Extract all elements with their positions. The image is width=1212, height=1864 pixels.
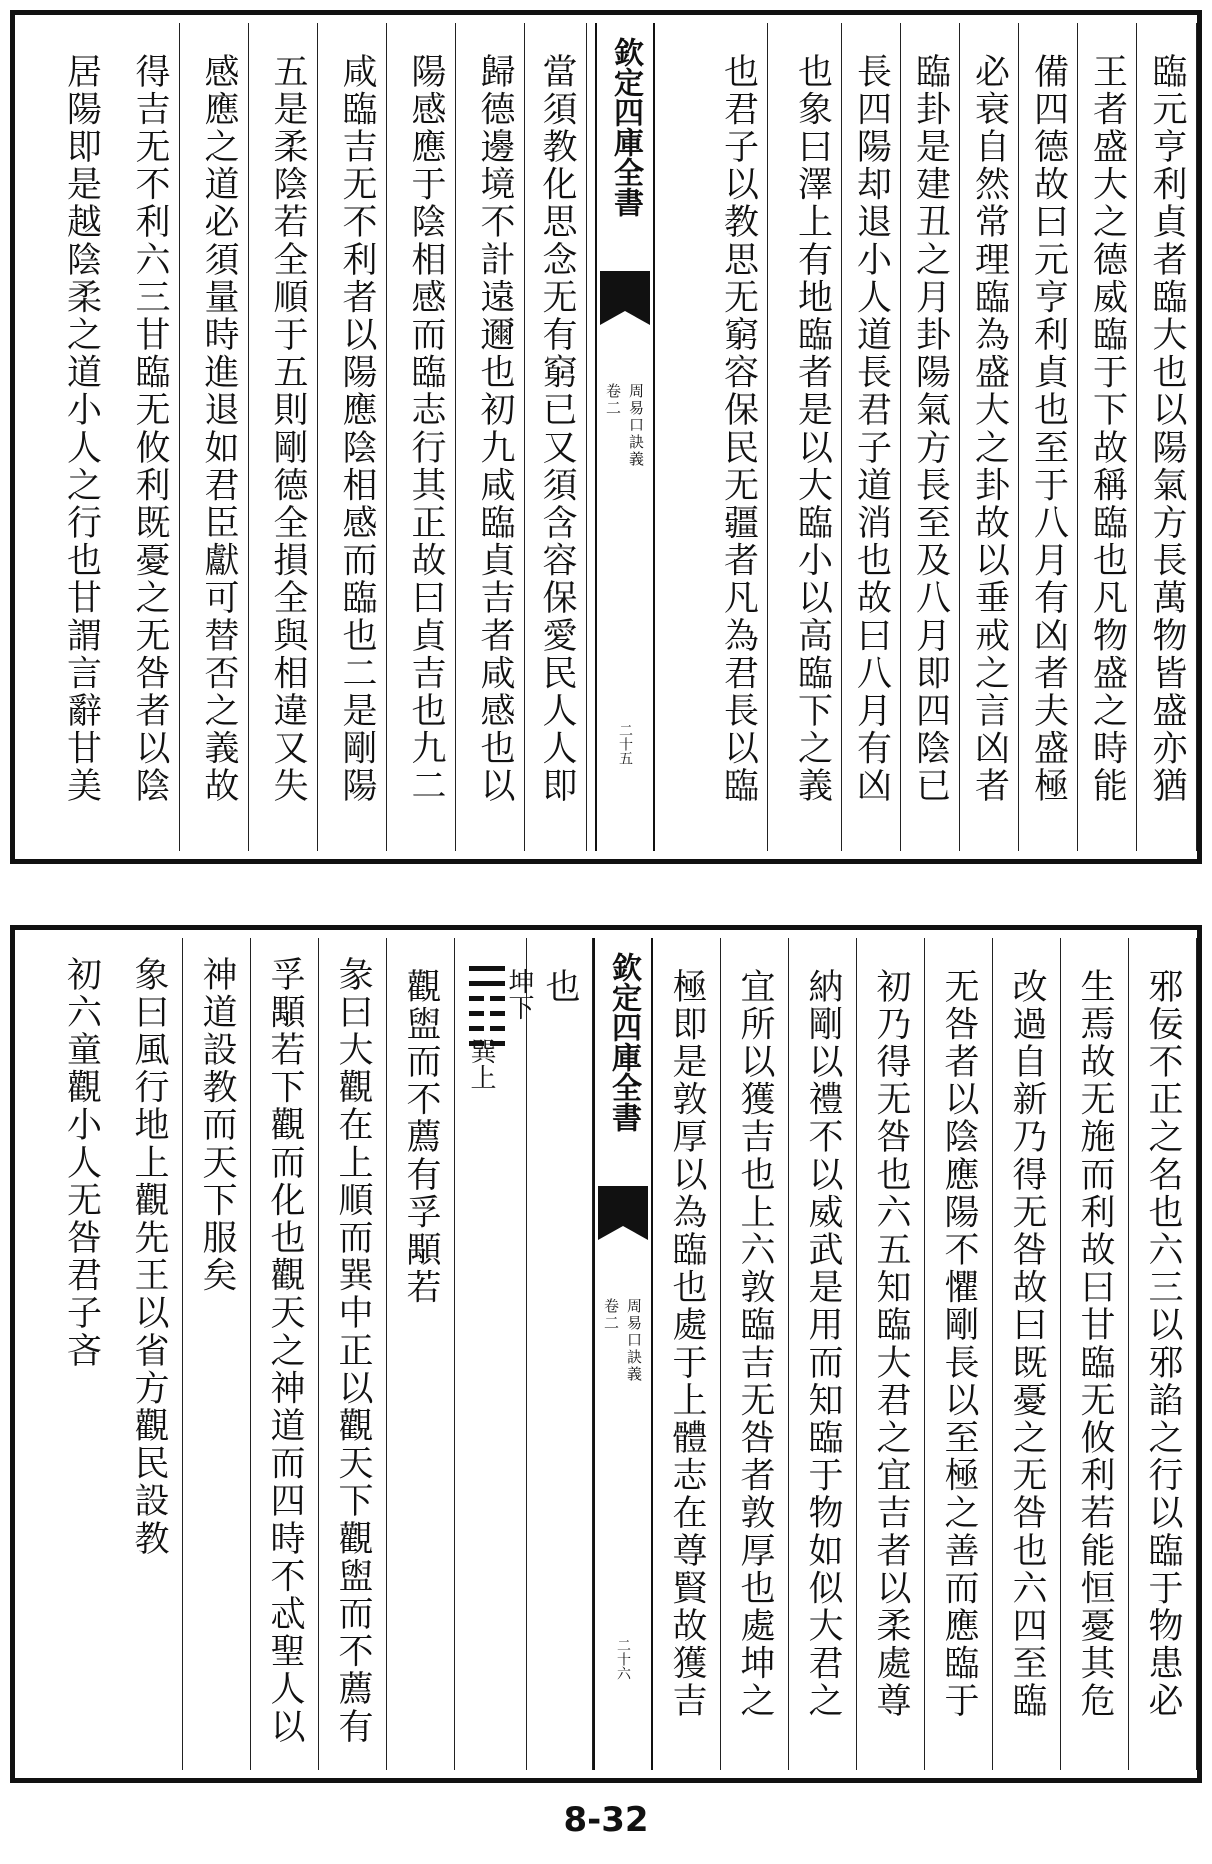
gutter-book-title: 周易口訣義 bbox=[625, 1298, 643, 1383]
text-column bbox=[993, 938, 1061, 1770]
column-text: 也象曰澤上有地臨者是以大臨小以高臨下之義 bbox=[792, 53, 833, 805]
text-column bbox=[925, 938, 993, 1770]
text-column bbox=[251, 938, 319, 1770]
column-text: 也 bbox=[540, 968, 580, 1006]
text-column bbox=[396, 23, 456, 851]
top-page-frame bbox=[10, 10, 1202, 864]
text-column bbox=[51, 23, 111, 851]
column-text: 邪佞不正之名也六三以邪諂之行以臨于物患必 bbox=[1143, 968, 1183, 1720]
column-text: 居陽即是越陰柔之道小人之行也甘謂言辭甘美 bbox=[61, 53, 102, 805]
column-text: 象曰風行地上觀先王以省方觀民設教 bbox=[129, 956, 169, 1558]
text-column bbox=[115, 938, 183, 1770]
gutter-title: 欽定四庫全書 bbox=[608, 37, 643, 217]
column-text: 初乃得无咎也六五知臨大君之宜吉者以柔處尊 bbox=[871, 968, 911, 1720]
center-gutter bbox=[595, 23, 655, 851]
gutter-folio: 二十五 bbox=[617, 723, 633, 765]
bottom-page-frame bbox=[10, 925, 1202, 1783]
text-column bbox=[721, 938, 789, 1770]
column-text: 極即是敦厚以為臨也處于上體志在尊賢故獲吉 bbox=[667, 968, 707, 1720]
text-column bbox=[465, 23, 525, 851]
column-text: 歸德邊境不計遠邇也初九咸臨貞吉者咸感也以 bbox=[475, 53, 515, 805]
column-text: 无咎者以陰應陽不懼剛長以至極之善而應臨于 bbox=[939, 968, 979, 1720]
column-text: 當須教化思念无有窮已又須含容保愛民人人即 bbox=[537, 53, 577, 805]
column-text: 生焉故无施而利故曰甘臨无攸利若能恒憂其危 bbox=[1075, 968, 1115, 1720]
center-gutter bbox=[593, 938, 653, 1770]
text-column bbox=[709, 23, 768, 851]
text-column bbox=[1061, 938, 1129, 1770]
gutter-juan: 卷二 bbox=[602, 1298, 620, 1332]
gutter-book-title: 周易口訣義 bbox=[627, 383, 645, 468]
column-text: 感應之道必須量時進退如君臣獻可替否之義故 bbox=[199, 53, 239, 805]
text-column bbox=[258, 23, 318, 851]
column-text: 臨元亨利貞者臨大也以陽氣方長萬物皆盛亦猶 bbox=[1147, 53, 1187, 805]
text-column bbox=[1137, 23, 1197, 851]
column-text: 改過自新乃得无咎故曰既憂之无咎也六四至臨 bbox=[1007, 968, 1047, 1720]
text-column bbox=[527, 23, 587, 851]
hexagram-column bbox=[455, 938, 534, 1770]
text-column bbox=[47, 938, 115, 1770]
page-number: 8-32 bbox=[563, 1800, 649, 1840]
text-column bbox=[901, 23, 960, 851]
trigram-upper-label: 巽上 bbox=[466, 1038, 496, 1090]
text-column bbox=[1129, 938, 1197, 1770]
text-column bbox=[189, 23, 249, 851]
column-text: 也君子以教思无窮容保民无疆者凡為君長以臨 bbox=[718, 53, 759, 805]
column-text: 得吉无不利六三甘臨无攸利既憂之无咎者以陰 bbox=[130, 53, 170, 805]
text-column bbox=[842, 23, 901, 851]
text-column bbox=[319, 938, 387, 1770]
column-text: 神道設教而天下服矣 bbox=[197, 956, 237, 1295]
column-text: 孚顒若下觀而化也觀天之神道而四時不忒聖人以 bbox=[265, 956, 305, 1746]
gutter-juan: 卷二 bbox=[604, 383, 622, 417]
column-text: 五是柔陰若全順于五則剛德全損全與相違又失 bbox=[268, 53, 308, 805]
column-text: 必衰自然常理臨為盛大之卦故以垂戒之言凶者 bbox=[969, 53, 1010, 805]
gutter-folio: 二十六 bbox=[615, 1638, 631, 1680]
text-column bbox=[387, 938, 455, 1770]
text-column bbox=[783, 23, 842, 851]
column-text: 觀盥而不薦有孚顒若 bbox=[401, 968, 441, 1307]
fishtail-mark bbox=[598, 1186, 648, 1226]
text-column bbox=[653, 938, 721, 1770]
text-column bbox=[1019, 23, 1078, 851]
text-column bbox=[960, 23, 1019, 851]
text-column bbox=[183, 938, 251, 1770]
column-text: 王者盛大之德威臨于下故稱臨也凡物盛之時能 bbox=[1087, 53, 1128, 805]
text-column bbox=[527, 938, 593, 1770]
column-text: 長四陽却退小人道長君子道消也故曰八月有凶 bbox=[851, 53, 892, 805]
text-column bbox=[120, 23, 180, 851]
fishtail-mark bbox=[600, 271, 650, 311]
gutter-title: 欽定四庫全書 bbox=[606, 952, 641, 1132]
text-column bbox=[789, 938, 857, 1770]
text-column bbox=[327, 23, 387, 851]
text-column bbox=[1078, 23, 1137, 851]
trigram-lower-label: 坤下 bbox=[504, 968, 534, 1020]
column-text: 備四德故曰元亨利貞也至于八月有凶者夫盛極 bbox=[1028, 53, 1069, 805]
text-column bbox=[857, 938, 925, 1770]
column-text: 臨卦是建丑之月卦陽氣方長至及八月即四陰已 bbox=[910, 53, 951, 805]
column-text: 咸臨吉无不利者以陽應陰相感而臨也二是剛陽 bbox=[337, 53, 377, 805]
column-text: 陽感應于陰相感而臨志行其正故曰貞吉也九二 bbox=[406, 53, 446, 805]
column-text: 納剛以禮不以威武是用而知臨于物如似大君之 bbox=[803, 968, 843, 1720]
column-text: 彖曰大觀在上順而巽中正以觀天下觀盥而不薦有 bbox=[333, 956, 373, 1746]
column-text: 初六童觀小人无咎君子吝 bbox=[61, 956, 102, 1370]
column-text: 宜所以獲吉也上六敦臨吉无咎者敦厚也處坤之 bbox=[735, 968, 775, 1720]
